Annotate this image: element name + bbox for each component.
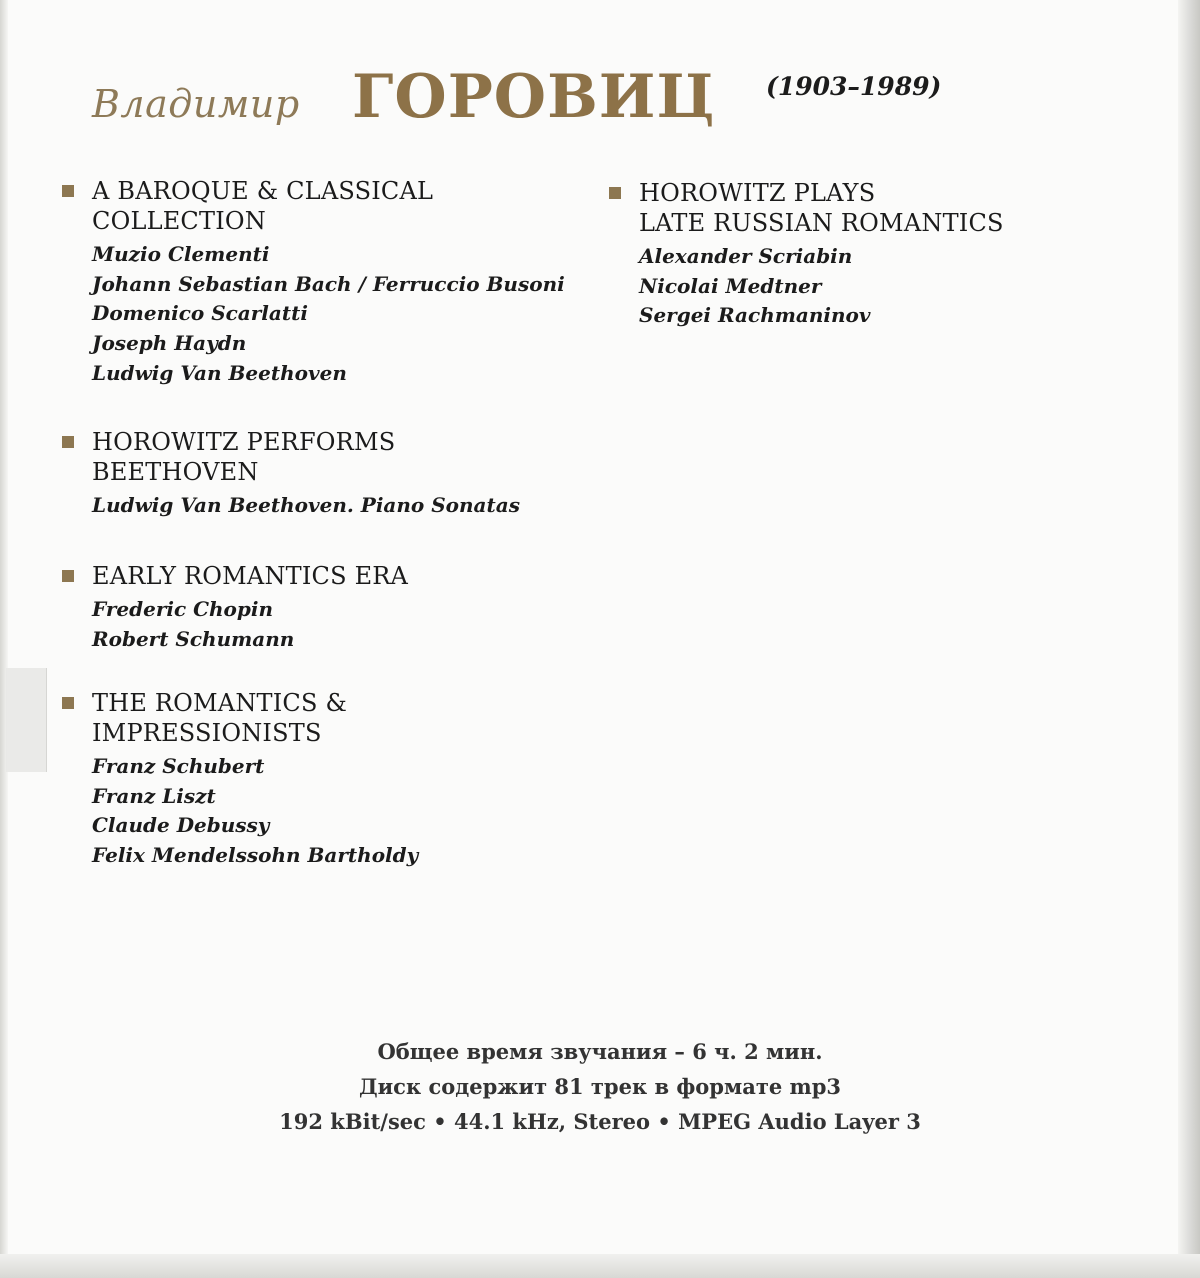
section-title-line: HOROWITZ PLAYS <box>639 179 876 207</box>
section-late-russian-romantics <box>609 178 1004 331</box>
cover-bottom-edge <box>0 1254 1200 1278</box>
section-title <box>62 176 565 236</box>
composer-list <box>62 491 520 521</box>
bullet-square-icon <box>62 570 74 582</box>
artist-header <box>92 60 992 140</box>
composer-item: Johann Sebastian Bach / Ferruccio Busoni <box>92 271 565 296</box>
composer-item: Franz Schubert <box>92 754 265 778</box>
composer-item: Joseph Haydn <box>92 331 247 356</box>
audio-format-text: 192 kBit/sec • 44.1 kHz, Stereo • MPEG Audio Layer 3 <box>279 1109 921 1134</box>
composer-list <box>62 752 418 871</box>
section-title-line: LATE RUSSIAN ROMANTICS <box>639 209 1004 237</box>
composer-item: Muzio Clementi <box>92 242 270 266</box>
section-title-line: COLLECTION <box>92 207 266 235</box>
composer-list <box>62 595 408 654</box>
section-title-line: THE ROMANTICS & <box>92 689 348 717</box>
composer-item: Sergei Rachmaninov <box>639 303 871 328</box>
composer-item: Ludwig Van Beethoven <box>92 360 347 385</box>
section-title-line: A BAROQUE & CLASSICAL <box>92 177 434 205</box>
artist-years: (1903–1989) <box>766 72 942 101</box>
section-title-line: IMPRESSIONISTS <box>92 719 322 747</box>
section-title-line: HOROWITZ PERFORMS <box>92 428 396 456</box>
composer-list <box>609 242 1004 331</box>
cover-left-edge <box>0 0 8 1278</box>
section-title <box>62 561 408 591</box>
composer-item: Ludwig Van Beethoven. Piano Sonatas <box>92 493 520 517</box>
section-romantics-impressionists <box>62 688 418 871</box>
disc-info <box>230 1034 970 1139</box>
artist-last-name: ГОРОВИЦ <box>352 62 716 132</box>
section-performs-beethoven <box>62 427 520 521</box>
section-early-romantics <box>62 561 408 654</box>
section-title-line: EARLY ROMANTICS ERA <box>92 562 409 590</box>
section-title-line: BEETHOVEN <box>92 458 259 486</box>
composer-item: Franz Liszt <box>92 783 216 808</box>
cover-right-edge <box>1178 0 1200 1278</box>
total-duration-text: Общее время звучания – 6 ч. 2 мин. <box>377 1039 823 1064</box>
section-title <box>62 688 418 748</box>
bullet-square-icon <box>62 436 74 448</box>
bullet-square-icon <box>609 187 621 199</box>
section-title <box>609 178 1004 238</box>
section-baroque-classical <box>62 176 565 389</box>
tape-strip <box>6 668 47 772</box>
artist-first-name: Владимир <box>92 82 300 126</box>
bullet-square-icon <box>62 697 74 709</box>
bullet-square-icon <box>62 185 74 197</box>
composer-item: Claude Debussy <box>92 813 270 838</box>
composer-item: Felix Mendelssohn Bartholdy <box>92 843 419 868</box>
composer-item: Alexander Scriabin <box>639 244 853 268</box>
section-title <box>62 427 520 487</box>
composer-item: Robert Schumann <box>92 626 295 651</box>
composer-item: Nicolai Medtner <box>639 273 822 298</box>
composer-item: Frederic Chopin <box>92 597 274 621</box>
track-count-text: Диск содержит 81 трек в формате mp3 <box>358 1074 842 1099</box>
composer-item: Domenico Scarlatti <box>92 301 308 326</box>
composer-list <box>62 240 565 389</box>
